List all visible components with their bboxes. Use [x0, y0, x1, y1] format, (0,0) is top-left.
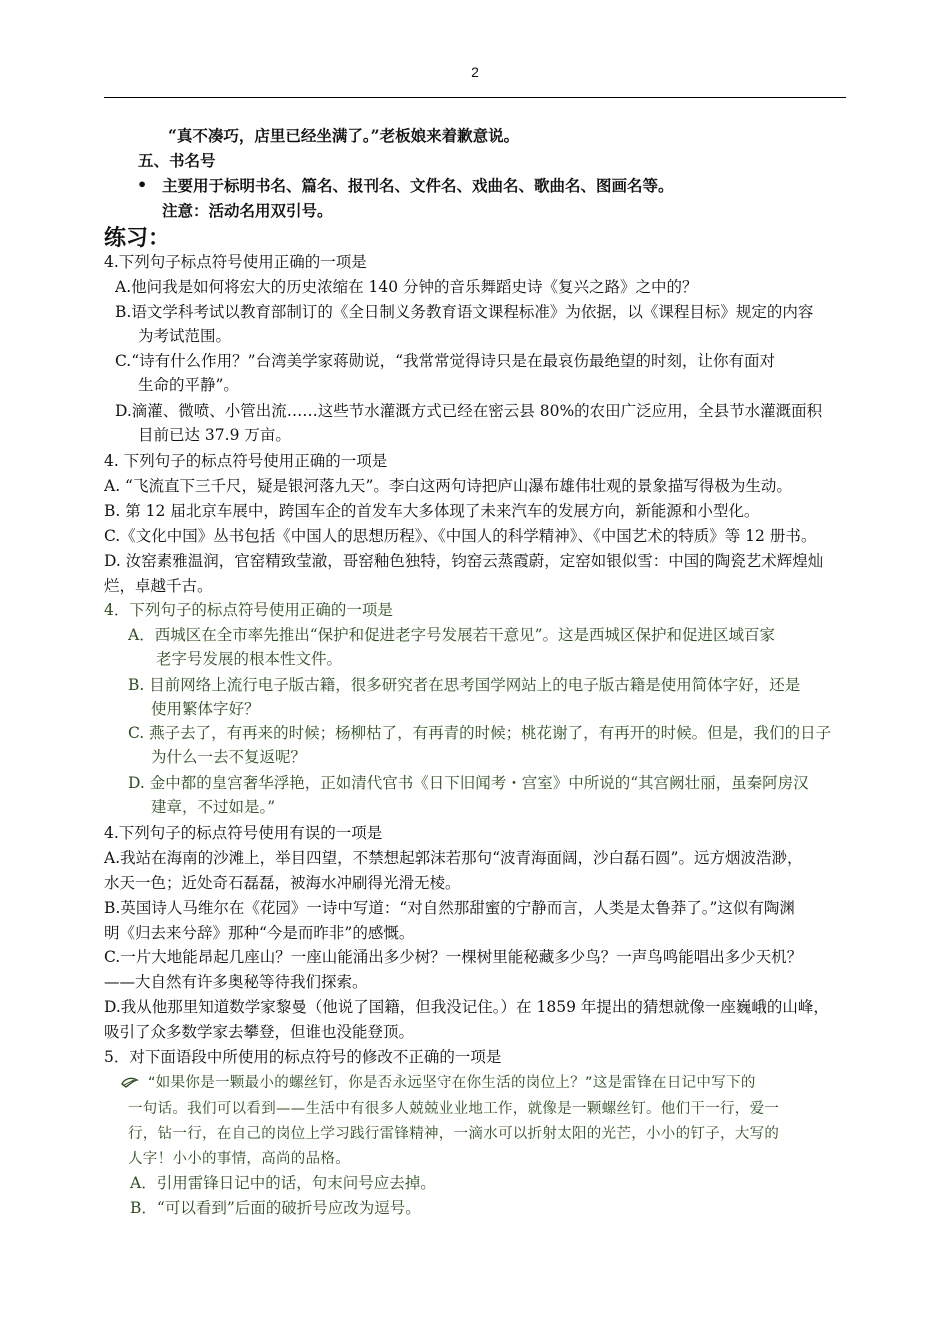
- attention-note: 注意：活动名用双引号。: [162, 201, 333, 220]
- q5-passage-line1: “如果你是一颗最小的螺丝钉，你是否永远坚守在你生活的岗位上？”这是雷锋在日记中写下的: [148, 1075, 756, 1091]
- section-title: 五、书名号: [138, 151, 216, 170]
- q5-stem: 5．对下面语段中所使用的标点符号的修改不正确的一项是: [104, 1048, 502, 1066]
- q2-option-c: C.《文化中国》丛书包括《中国人的思想历程》、《中国人的科学精神》、《中国艺术的特质》等 12 册书。: [104, 527, 817, 545]
- q1-option-c: C.“诗有什么作用？”台湾美学家蒋勋说，“我常常觉得诗只是在最哀伤最绝望的时刻，让你有面对: [115, 352, 776, 370]
- q4-option-b-cont: 明《归去来兮辞》那种“今是而昨非”的感慨。: [104, 924, 415, 942]
- header-rule: [104, 97, 846, 98]
- q3-option-d-cont: 建章，不过如是。”: [151, 798, 276, 816]
- q3-option-b-cont: 使用繁体字好？: [151, 700, 260, 718]
- q4-option-a-cont: 水天一色；近处奇石磊磊，被海水冲刷得光滑无棱。: [104, 874, 461, 892]
- bullet-dot: •: [137, 175, 148, 194]
- q3-option-c: C. 燕子去了，有再来的时候；杨柳枯了，有再青的时候；桃花谢了，有再开的时候。但是，我们的日子: [128, 724, 832, 742]
- q1-option-d: D.滴灌、微喷、小管出流……这些节水灌溉方式已经在密云县 80%的农田广泛应用，全县节水灌溉面积: [115, 402, 823, 420]
- q4-option-a: A.我站在海南的沙滩上，举目四望，不禁想起郭沫若那句“波青海面阔，沙白磊石圆”。远方烟波浩渺，: [104, 849, 803, 867]
- q2-option-d: D. 汝窑素雅温润，官窑精致莹澈，哥窑釉色独特，钧窑云蒸霞蔚，定窑如银似雪：中国的陶瓷艺术辉煌灿: [104, 552, 824, 570]
- practice-heading: 练习：: [104, 225, 171, 251]
- bullet-text: 主要用于标明书名、篇名、报刊名、文件名、戏曲名、歌曲名、图画名等。: [162, 176, 674, 195]
- q1-option-d-cont: 目前已达 37.9 万亩。: [138, 426, 291, 444]
- q1-option-c-cont: 生命的平静”。: [138, 376, 239, 394]
- q3-option-a-cont: 老字号发展的根本性文件。: [156, 650, 343, 668]
- q5-option-b: B．“可以看到”后面的破折号应改为逗号。: [130, 1199, 421, 1217]
- q4-option-b: B.英国诗人马维尔在《花园》一诗中写道：“对自然那甜蜜的宁静而言，人类是太鲁莽了。”这似有陶渊: [104, 899, 795, 917]
- q4-option-c-cont: ——大自然有许多奥秘等待我们探索。: [104, 973, 368, 991]
- q1-option-b-cont: 为考试范围。: [138, 327, 232, 345]
- q1-option-b: B.语文学科考试以教育部制订的《全日制义务教育语文课程标准》为依据，以《课程目标》规定的内容: [115, 303, 814, 321]
- q1-stem: 4.下列句子标点符号使用正确的一项是: [104, 253, 367, 271]
- q2-option-b: B. 第 12 届北京车展中，跨国车企的首发车大多体现了未来汽车的发展方向，新能源和小型化。: [104, 502, 760, 520]
- q3-option-c-cont: 为什么一去不复返呢？: [151, 748, 307, 766]
- q3-option-d: D. 金中都的皇宫奢华浮艳，正如清代官书《日下旧闻考・宫室》中所说的“其宫阙壮丽，虽秦阿房汉: [128, 774, 809, 792]
- q3-option-a: A．西城区在全市率先推出“保护和促进老字号发展若干意见”。这是西城区保护和促进区域百家: [128, 626, 776, 644]
- q2-option-a: A. “飞流直下三千尺，疑是银河落九天”。李白这两句诗把庐山瀑布雄伟壮观的景象描写得极为生动。: [104, 477, 792, 495]
- q5-passage-line4: 人字！小小的事情，高尚的品格。: [128, 1151, 350, 1167]
- q3-option-b: B. 目前网络上流行电子版古籍，很多研究者在思考国学网站上的电子版古籍是使用简体字好，还是: [128, 676, 801, 694]
- q2-option-d-cont: 烂，卓越千古。: [104, 577, 213, 595]
- q4-stem: 4.下列句子的标点符号使用有误的一项是: [104, 824, 383, 842]
- q4-option-d-cont: 吸引了众多数学家去攀登，但谁也没能登顶。: [104, 1023, 415, 1041]
- q5-passage-line3: 行，钻一行，在自己的岗位上学习践行雷锋精神，一滴水可以折射太阳的光芒，小小的钉子，大写的: [128, 1126, 780, 1142]
- leaf-icon: [121, 1075, 139, 1089]
- page-number: 2: [471, 64, 479, 80]
- q3-stem: 4．下列句子的标点符号使用正确的一项是: [104, 601, 393, 619]
- q4-option-d: D.我从他那里知道数学家黎曼（他说了国籍，但我没记住。）在 1859 年提出的猜想就像一座巍峨的山峰，: [104, 998, 829, 1016]
- example-quote: “真不凑巧，店里已经坐满了。”老板娘来着歉意说。: [168, 126, 520, 145]
- q2-stem: 4. 下列句子的标点符号使用正确的一项是: [104, 452, 388, 470]
- q1-option-a: A.他问我是如何将宏大的历史浓缩在 140 分钟的音乐舞蹈史诗《复兴之路》之中的？: [115, 278, 698, 296]
- q5-passage-line2: 一句话。我们可以看到——生活中有很多人兢兢业业地工作，就像是一颗螺丝钉。他们干一行，爱一: [128, 1101, 780, 1117]
- q4-option-c: C.一片大地能昂起几座山？一座山能涌出多少树？一棵树里能秘藏多少鸟？一声鸟鸣能唱出多少天机？: [104, 948, 803, 966]
- q5-option-a: A．引用雷锋日记中的话，句末问号应去掉。: [130, 1174, 436, 1192]
